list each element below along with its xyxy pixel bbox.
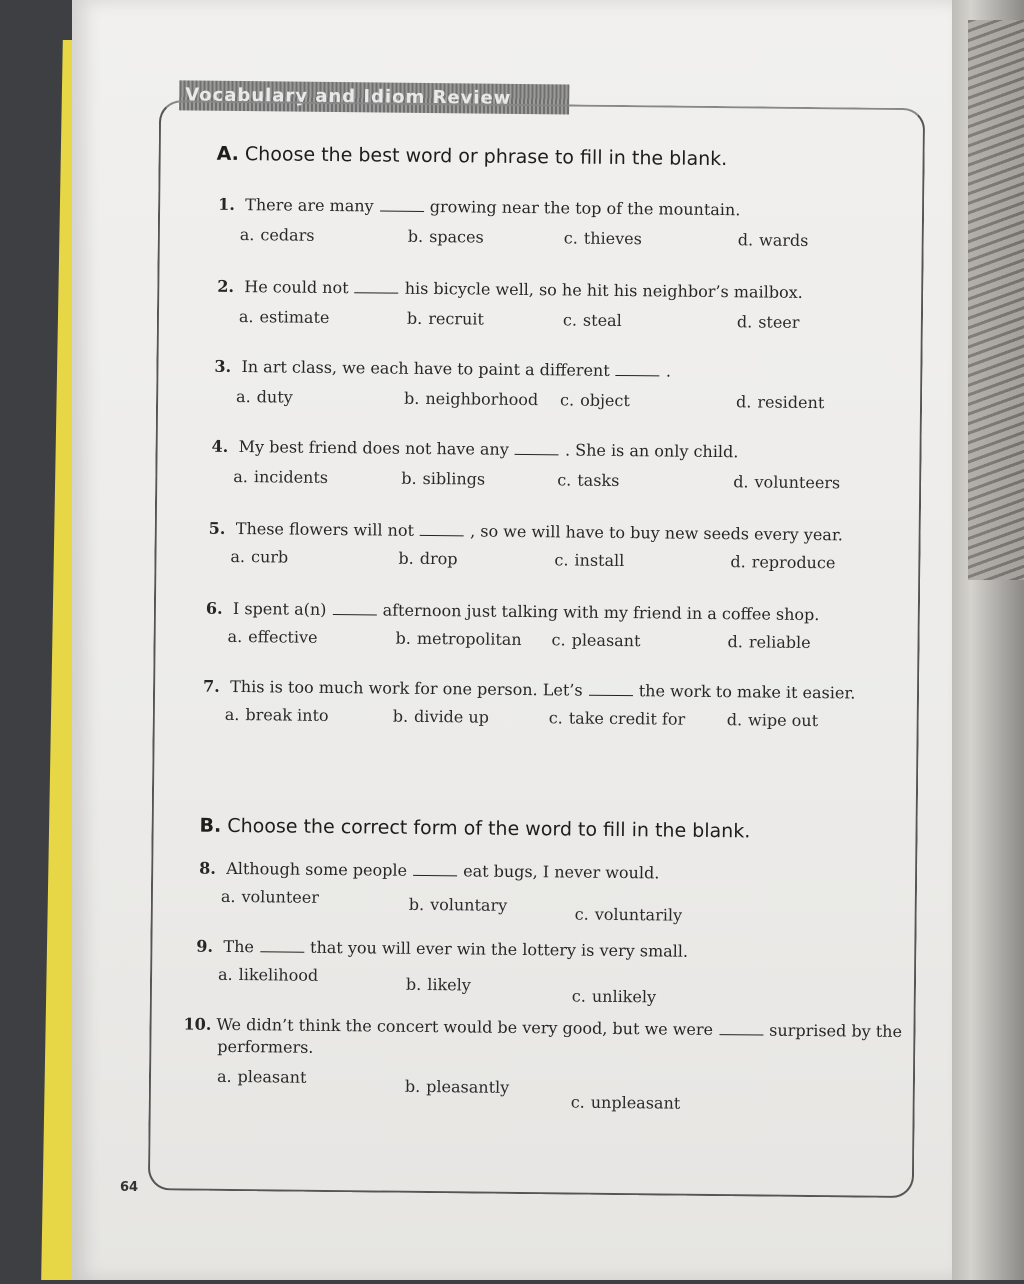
option-c[interactable] bbox=[571, 1093, 681, 1113]
option-text: break into bbox=[245, 705, 329, 725]
option-text: pleasantly bbox=[426, 1077, 510, 1097]
option-letter: b. bbox=[406, 308, 423, 328]
option-letter: d. bbox=[735, 392, 752, 412]
option-text: thieves bbox=[583, 228, 642, 249]
option-text: cedars bbox=[260, 225, 315, 245]
answer-blank[interactable] bbox=[260, 937, 304, 952]
option-letter: d. bbox=[737, 230, 754, 250]
option-letter: a. bbox=[238, 307, 254, 327]
answer-blank[interactable] bbox=[589, 681, 633, 696]
option-a[interactable] bbox=[217, 1067, 307, 1087]
option-text: unlikely bbox=[591, 986, 657, 1007]
part-a-instruction: Choose the best word or phrase to fill in the blank. bbox=[244, 143, 728, 171]
question-text-before: My best friend does not have any bbox=[238, 437, 509, 459]
option-text: steer bbox=[758, 312, 800, 332]
question-number: 10. bbox=[183, 1014, 212, 1034]
option-c[interactable] bbox=[563, 310, 622, 330]
answer-blank[interactable] bbox=[355, 278, 399, 293]
option-text: pleasant bbox=[237, 1067, 307, 1087]
option-text: metropolitan bbox=[416, 628, 522, 649]
option-text: spaces bbox=[429, 227, 484, 247]
option-letter: a. bbox=[217, 964, 233, 984]
question-text-before: He could not bbox=[244, 277, 349, 298]
option-d[interactable] bbox=[738, 230, 809, 250]
question-text-before: These flowers will not bbox=[235, 518, 415, 540]
option-text: drop bbox=[419, 548, 458, 569]
option-letter: b. bbox=[407, 226, 424, 246]
option-c[interactable] bbox=[549, 708, 686, 728]
option-c[interactable] bbox=[575, 905, 683, 925]
option-letter: b. bbox=[401, 468, 417, 488]
part-a-letter: A. bbox=[216, 142, 240, 166]
question-text-before: I spent a(n) bbox=[232, 598, 327, 619]
option-text: voluntary bbox=[430, 895, 508, 915]
question-text-after: his bicycle well, so he hit his neighbor’s mailbox. bbox=[404, 278, 803, 302]
option-text: object bbox=[580, 390, 630, 411]
option-b[interactable] bbox=[406, 975, 471, 995]
question-text-after: . She is an only child. bbox=[564, 440, 739, 462]
option-letter: b. bbox=[392, 706, 409, 726]
option-text: unpleasant bbox=[590, 1092, 681, 1113]
option-d[interactable] bbox=[733, 472, 840, 492]
question-text-before: In art class, we each have to paint a different bbox=[241, 357, 610, 380]
answer-blank[interactable] bbox=[380, 196, 424, 211]
option-c[interactable] bbox=[572, 987, 656, 1007]
option-a[interactable] bbox=[230, 547, 288, 567]
question-text-before: This is too much work for one person. Let’s bbox=[230, 676, 583, 700]
option-letter: a. bbox=[230, 546, 246, 567]
option-c[interactable] bbox=[557, 470, 619, 490]
option-letter: a. bbox=[216, 1066, 232, 1086]
option-d[interactable] bbox=[727, 632, 810, 652]
answer-blank[interactable] bbox=[333, 600, 377, 615]
option-a[interactable] bbox=[239, 307, 330, 327]
option-text: resident bbox=[757, 392, 825, 413]
option-letter: d. bbox=[727, 632, 744, 652]
question-text-after: , so we will have to buy new seeds every year. bbox=[470, 521, 843, 545]
option-b[interactable] bbox=[404, 389, 538, 409]
option-letter: c. bbox=[554, 550, 569, 570]
question-text-after: the work to make it easier. bbox=[638, 681, 856, 703]
option-letter: a. bbox=[233, 466, 249, 487]
option-text: tasks bbox=[577, 470, 620, 491]
option-c[interactable] bbox=[554, 550, 624, 570]
option-a[interactable] bbox=[240, 225, 315, 245]
option-text: steal bbox=[582, 310, 622, 331]
option-letter: b. bbox=[395, 628, 412, 648]
option-d[interactable] bbox=[730, 552, 835, 572]
option-b[interactable] bbox=[408, 227, 484, 247]
option-text: reproduce bbox=[751, 552, 836, 573]
option-letter: d. bbox=[726, 710, 743, 730]
option-text: divide up bbox=[414, 706, 490, 727]
part-b-letter: B. bbox=[199, 814, 222, 837]
question-text-after: growing near the top of the mountain. bbox=[429, 197, 741, 220]
option-text: neighborhood bbox=[425, 388, 539, 410]
page-number: 64 bbox=[120, 1180, 139, 1195]
page-content bbox=[65, 0, 958, 1284]
option-text: incidents bbox=[253, 467, 329, 487]
workbook-page bbox=[72, 0, 952, 1280]
option-text: likelihood bbox=[238, 965, 319, 985]
question-text-after: . bbox=[665, 361, 672, 381]
option-b[interactable] bbox=[398, 549, 457, 569]
question-number: 6. bbox=[205, 598, 223, 618]
question-number: 3. bbox=[214, 356, 232, 376]
option-b[interactable] bbox=[409, 895, 508, 915]
question-text-after: eat bugs, I never would. bbox=[463, 861, 660, 883]
option-b[interactable] bbox=[407, 309, 484, 329]
option-text: estimate bbox=[259, 307, 330, 327]
option-a[interactable] bbox=[233, 467, 328, 487]
option-letter: b. bbox=[398, 548, 414, 568]
option-letter: c. bbox=[574, 904, 589, 924]
question-text-after: afternoon just talking with my friend in a coffee shop. bbox=[382, 600, 820, 625]
option-letter: a. bbox=[236, 386, 251, 407]
question-text-before: Although some people bbox=[226, 858, 408, 880]
question-number: 2. bbox=[217, 276, 235, 296]
option-letter: c. bbox=[563, 228, 578, 248]
section-banner: Vocabulary and Idiom Review bbox=[179, 80, 569, 114]
option-letter: d. bbox=[730, 552, 746, 572]
option-letter: d. bbox=[736, 312, 753, 332]
question-number: 4. bbox=[211, 436, 229, 456]
option-text: take credit for bbox=[568, 708, 686, 729]
option-text: volunteers bbox=[754, 472, 841, 493]
option-text: wards bbox=[759, 230, 809, 250]
question-10-continued: performers. bbox=[217, 1036, 314, 1057]
option-b[interactable] bbox=[401, 469, 485, 489]
option-letter: a. bbox=[239, 225, 255, 245]
option-text: likely bbox=[427, 975, 471, 995]
option-b[interactable] bbox=[405, 1077, 510, 1097]
option-text: wipe out bbox=[747, 710, 819, 731]
question-number: 1. bbox=[218, 194, 235, 214]
option-letter: c. bbox=[551, 630, 566, 650]
option-letter: c. bbox=[570, 1092, 585, 1112]
option-a[interactable] bbox=[225, 705, 329, 725]
answer-blank[interactable] bbox=[515, 440, 559, 455]
option-d[interactable] bbox=[736, 392, 824, 412]
question-number: 9. bbox=[196, 936, 214, 956]
option-a[interactable] bbox=[228, 627, 318, 647]
option-a[interactable] bbox=[221, 887, 319, 907]
answer-blank[interactable] bbox=[413, 861, 457, 876]
answer-blank[interactable] bbox=[616, 361, 660, 376]
option-letter: d. bbox=[733, 472, 749, 492]
option-b[interactable] bbox=[395, 629, 521, 649]
option-text: duty bbox=[256, 387, 293, 407]
option-letter: c. bbox=[559, 390, 575, 410]
question-number: 7. bbox=[202, 676, 220, 696]
option-text: reliable bbox=[748, 632, 811, 653]
option-letter: b. bbox=[408, 894, 425, 914]
option-text: recruit bbox=[428, 309, 484, 329]
option-b[interactable] bbox=[393, 707, 489, 727]
question-number: 5. bbox=[208, 518, 226, 538]
question-number: 8. bbox=[199, 858, 216, 878]
question-text-before: There are many bbox=[245, 195, 374, 216]
option-letter: c. bbox=[548, 708, 563, 728]
question-text-after: that you will ever win the lottery is very small. bbox=[309, 937, 689, 961]
option-letter: a. bbox=[227, 626, 243, 647]
option-text: install bbox=[574, 550, 625, 571]
adjacent-page-illustration bbox=[968, 20, 1024, 580]
option-text: curb bbox=[250, 547, 289, 567]
option-letter: c. bbox=[557, 470, 572, 490]
option-text: volunteer bbox=[241, 887, 320, 907]
option-letter: b. bbox=[405, 974, 422, 994]
question-text-before: We didn’t think the concert would be very good, but we were bbox=[216, 1014, 714, 1040]
option-d[interactable] bbox=[737, 312, 800, 332]
answer-blank[interactable] bbox=[719, 1020, 763, 1035]
part-b-instruction: Choose the correct form of the word to fill in the blank. bbox=[227, 814, 751, 843]
option-a[interactable] bbox=[236, 387, 293, 407]
option-letter: c. bbox=[562, 310, 578, 330]
option-c[interactable] bbox=[560, 390, 630, 410]
option-letter: a. bbox=[224, 704, 240, 725]
option-text: voluntarily bbox=[594, 904, 683, 925]
option-letter: b. bbox=[404, 388, 420, 408]
option-text: siblings bbox=[422, 468, 486, 489]
question-text-after: surprised by the bbox=[769, 1020, 903, 1042]
option-text: pleasant bbox=[571, 630, 641, 651]
option-a[interactable] bbox=[218, 965, 318, 985]
option-letter: a. bbox=[220, 886, 236, 907]
question-text-before: The bbox=[223, 936, 255, 957]
option-letter: b. bbox=[404, 1076, 421, 1096]
option-c[interactable] bbox=[564, 228, 642, 248]
option-c[interactable] bbox=[551, 630, 640, 650]
answer-blank[interactable] bbox=[420, 521, 464, 536]
option-letter: c. bbox=[571, 986, 587, 1006]
option-text: effective bbox=[248, 627, 318, 647]
option-d[interactable] bbox=[727, 710, 819, 730]
